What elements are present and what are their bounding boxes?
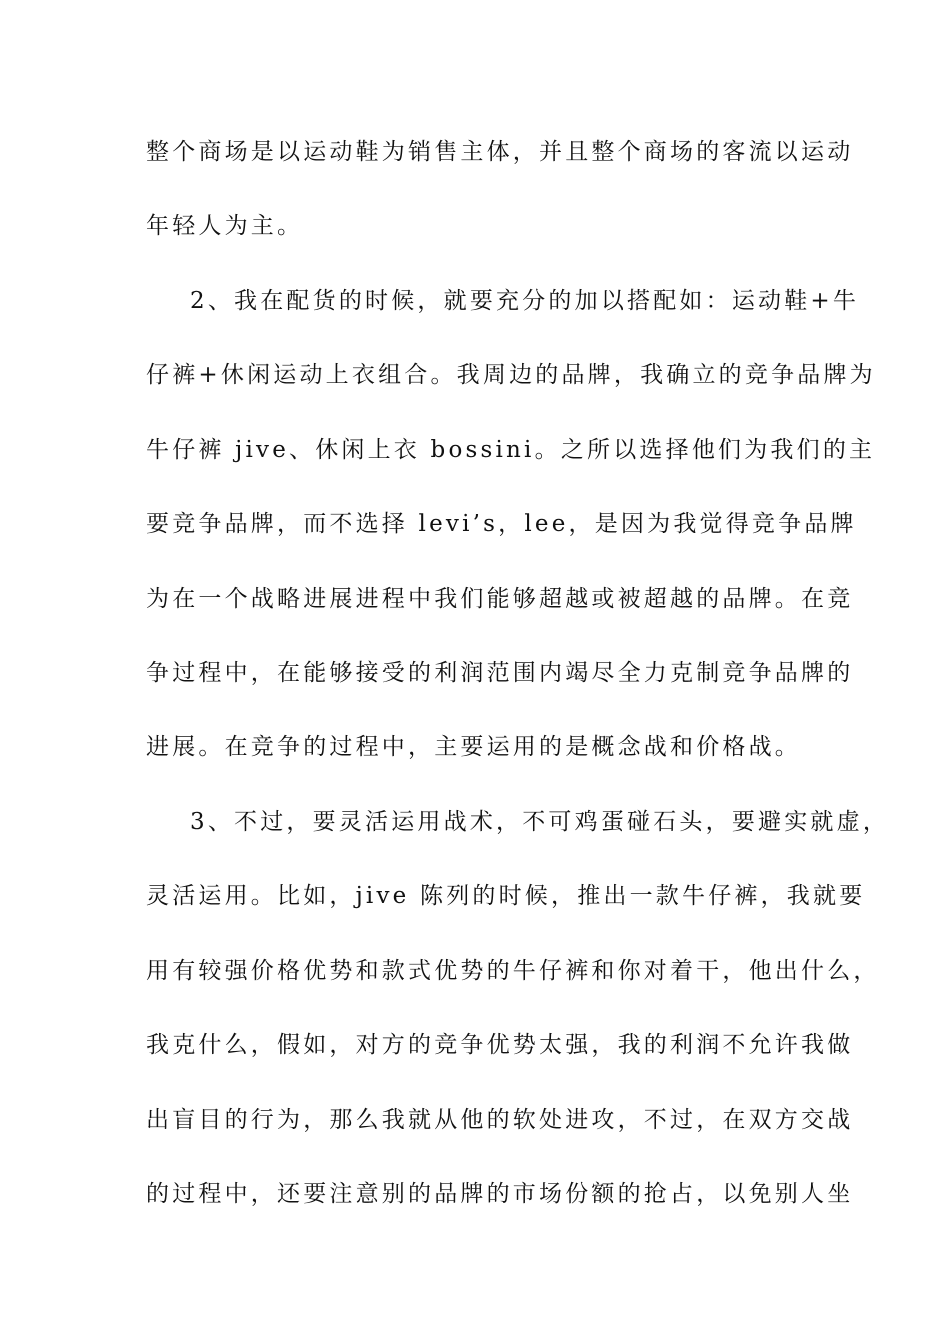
text-line-12: 用有较强价格优势和款式优势的牛仔裤和你对着干，他出什么， — [146, 958, 880, 984]
text-line-5: 牛仔裤 jive、休闲上衣 bossini。之所以选择他们为我们的主 — [146, 437, 876, 463]
text-line-8: 争过程中，在能够接受的利润范围内竭尽全力克制竞争品牌的 — [146, 660, 854, 686]
paragraph-2-start: 2、我在配货的时候，就要充分的加以搭配如：运动鞋+牛 — [190, 288, 860, 314]
text-line-2: 年轻人为主。 — [146, 213, 304, 239]
text-line-11: 灵活运用。比如，jive 陈列的时候，推出一款牛仔裤，我就要 — [146, 883, 866, 909]
text-line-7: 为在一个战略进展进程中我们能够超越或被超越的品牌。在竞 — [146, 586, 854, 612]
text-line-1: 整个商场是以运动鞋为销售主体，并且整个商场的客流以运动 — [146, 139, 854, 165]
text-line-9: 进展。在竞争的过程中，主要运用的是概念战和价格战。 — [146, 734, 801, 760]
paragraph-3-start: 3、不过，要灵活运用战术，不可鸡蛋碰石头，要避实就虚， — [190, 809, 890, 835]
text-line-14: 出盲目的行为，那么我就从他的软处进攻，不过，在双方交战 — [146, 1107, 854, 1133]
text-line-6: 要竞争品牌，而不选择 levi’s，lee，是因为我觉得竞争品牌 — [146, 511, 857, 537]
text-line-4: 仔裤+休闲运动上衣组合。我周边的品牌，我确立的竞争品牌为 — [146, 362, 876, 388]
text-line-13: 我克什么，假如，对方的竞争优势太强，我的利润不允许我做 — [146, 1032, 854, 1058]
text-line-15: 的过程中，还要注意别的品牌的市场份额的抢占，以免别人坐 — [146, 1181, 854, 1207]
